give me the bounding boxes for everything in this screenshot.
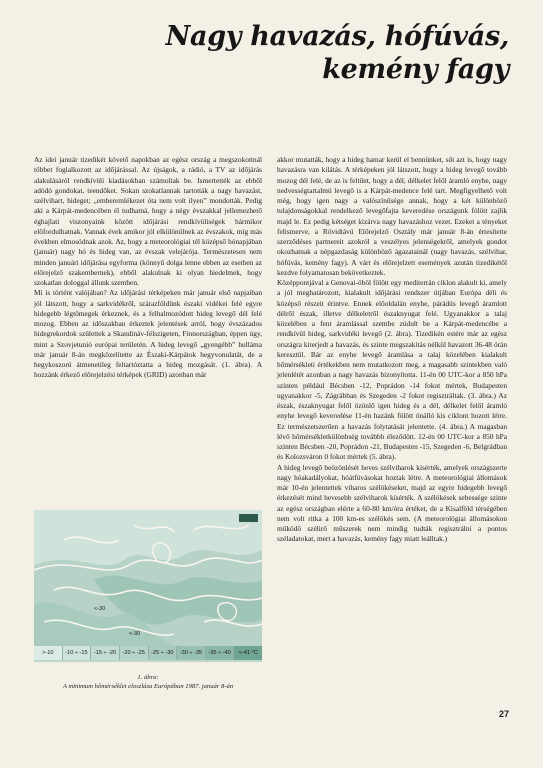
legend-item: <-41 °C — [233, 646, 262, 660]
temperature-legend — [34, 646, 262, 660]
map-graphic — [34, 510, 262, 646]
map-label: <-30 — [94, 606, 106, 612]
temperature-map — [34, 510, 262, 662]
map-label: <-30 — [129, 631, 141, 637]
right-text-column — [277, 155, 507, 545]
title-line-2: kemény fagy — [322, 54, 509, 85]
paragraph: A hideg levegő beözönlését heves szélviharok kísérték, amelyek országszerte nagy hóakadályokat, hóátfúvásokat hoztak létre. A meteorológiai állomások már 10-én jelentettek viharos szélökéseket, majd az egyre hidegebb levegő érkezését mind hevesebb szélviharok kísérték. A szélökések sebessége szinte az egész országban elérte a 60-80 km/óra értéket, de a Kisalföld térségében nem volt ritka a 100 km-es szélökés sem. (A meteorológiai állomásokon működő szélirő műszerek nem mindig tudták regisztrálni a pontos széladatokat, mert a havazás, kemény fagy miatt leálltak.) — [277, 462, 507, 544]
legend-item: >-10 — [34, 646, 62, 660]
page-number: 27 — [498, 709, 509, 719]
left-text-column — [34, 155, 262, 381]
paragraph: Az idei január tizedikét követő napokban az egész ország a megszokottnál többet foglalkozott az időjárással. Az újságok, a rádió, a TV az időjárás alakulásáról rendkívüli kiadásokban számoltak be. Ismertették az ebből adódó gondokat, teendőket. Sokan szokatlannak tartották a nagy havazást, szélvihart, hideget; „emberemlékezet óta nem volt ilyen” mondották. Pedig aki a Kárpát-medencében él tudhatná, hogy a négy évszakkal jellemezhető éghajlati viszonyaink között időjárási rendkívüliségek bármikor előfordulhatnak. Vannak évek amikor jól elkülönülnek az évszakok, míg más években elmosódnak azok. Az, hogy a meteorológiai tél középső hónapjában (január) nagy hó és hideg van, az évszak velejárója. Természetesen nem minden januári időjárása egyforma (könnyű dolga lenne ebben az esetben az előrejelző szakembernek), ebből alakulnak ki olyan hiedelmek, hogy szokatlan dologgal állunk szemben. — [34, 155, 262, 287]
paragraph: Mi is történt valójában? Az időjárási térképeken már január első napjaiban jól látszott, hogy a sarkvidékről, szárazföldünk északi vidékei felé egyre hidegebb légtömegek érkeznek, és a felhalmozódott hideg levegő dél felé mozog. Ebben az időszakban érkeztek jelentések arról, hogy évszázados hidegrekordok születtek a Skandináv-félszigeten, Finnországban, éppen úgy, mint a Szovjetunió európai területén. A hideg levegő „gyengébb” hulláma már január 8-án megközelítette az Északi-Kárpátok hegyvonulatát, de a hegykoszorú átmenetileg feltartóztatta a hideg mozgását. (1. ábra). A hozzánk érkező előrejelzési térképek (GRID) azonban már — [34, 288, 262, 380]
legend-item: -15 ÷ -20 — [90, 646, 119, 660]
article-title — [166, 20, 509, 86]
logo-mark — [239, 514, 258, 522]
legend-item: -20 ÷ -25 — [119, 646, 148, 660]
legend-item: -30 ÷ -35 — [176, 646, 205, 660]
caption-number: 1. ábra: — [137, 674, 159, 681]
paragraph: akkor mutatták, hogy a hideg hamar kerül el bennünket, sőt azt is, hogy nagy havazásra van kilátás. A térképeken jól látszott, hogy a hideg levegő tovább mozog dél felé, de az is feltűnt, hogy a dél, délkelet felől áramló enyhe, nagy nedvességtartalmú levegő is a Kárpát-medence felé tart. Megfigyelhető volt még, hogy igen nagy a valószínűsége annak, hogy a két különböző tulajdonságokkal rendelkező levegőfajta keveredése országunk fölött zajlik majd le. Ez pedig kétséget kizárva nagy havazáshoz vezet. Ezeket a tényeket felismerve, a Rövidtávú Előrejelző Osztály már január 8-án értesítette szerződéses partnereit azokról a veszélyes jelenségekről, amelyek gondot okozhatnak a népgazdaság különböző ágazatainál (nagy havazás, szélvihar, hófúvás, kemény fagy). A várt és előrejelzett események azután tizedikétől kezdve folyamatosan bekövetkeztek. — [277, 155, 507, 277]
legend-item: -35 ÷ -40 — [205, 646, 234, 660]
figure-1 — [34, 510, 262, 693]
legend-item: -25 ÷ -30 — [148, 646, 177, 660]
paragraph: Középpontjával a Genovai-öböl fölött egy mediterrán ciklon alakult ki, amely a jól meghatározott, kialakult időjárási rendszer útjában Európa déli és középső részeit érintve. Ennek előoldalán enyhe, párádús levegő áramlott délről észak, illetve délkeletről északnyugat felé. Ugyanakkor a talaj közelében a fent áramlással szembe zúdult be a Kárpát-medencébe a rendkívül hideg, sarkvidéki levegő (2. ábra). Tizedikén estére már az egész országra kiterjedt a havazás, és szinte megszakítás nélkül havazott 36-48 órán keresztül. Bár az enyhe levegő áramlása a talaj közelében kialakult hőmérsékleti értékekben nem mutatkozott meg, a magasabb szintekben való jelenlétét azonban a nagy havazás bizonyította. 11-én 00 UTC-kor a 850 hPa szinten például Bécsben -12, Poprádon -14 fokot mértek, Budapesten ugyanakkor -5, Zágrábban és Szegeden -2 fokot regisztráltak. (3. ábra.) Az észak, északnyugat felől özönlő igen hideg és a dél, délkelet felől áramló enyhe levegő keveredése 11-én hazánk fölött önálló kis ciklont hozott létre. Ez természetszerűen a havazás folytatását jelentette. (4. ábra.) A magasban lévő hőmérsékletkülönbség továbbb éleződött. 12-én 00 UTC-kor a 850 hPa szinten Bécsben -20, Poprádon -21, Budapesten -15, Szegeden -6, Belgrádban és Kolozsváron 0 fokot mértek (5. ábra). — [277, 278, 507, 462]
title-line-1: Nagy havazás, hófúvás, — [165, 21, 509, 52]
legend-item: -10 ÷ -15 — [62, 646, 91, 660]
figure-caption — [34, 674, 262, 691]
caption-text: A minimum hőmérséklet eloszlása Európában 1987. január 8-án — [62, 682, 234, 690]
